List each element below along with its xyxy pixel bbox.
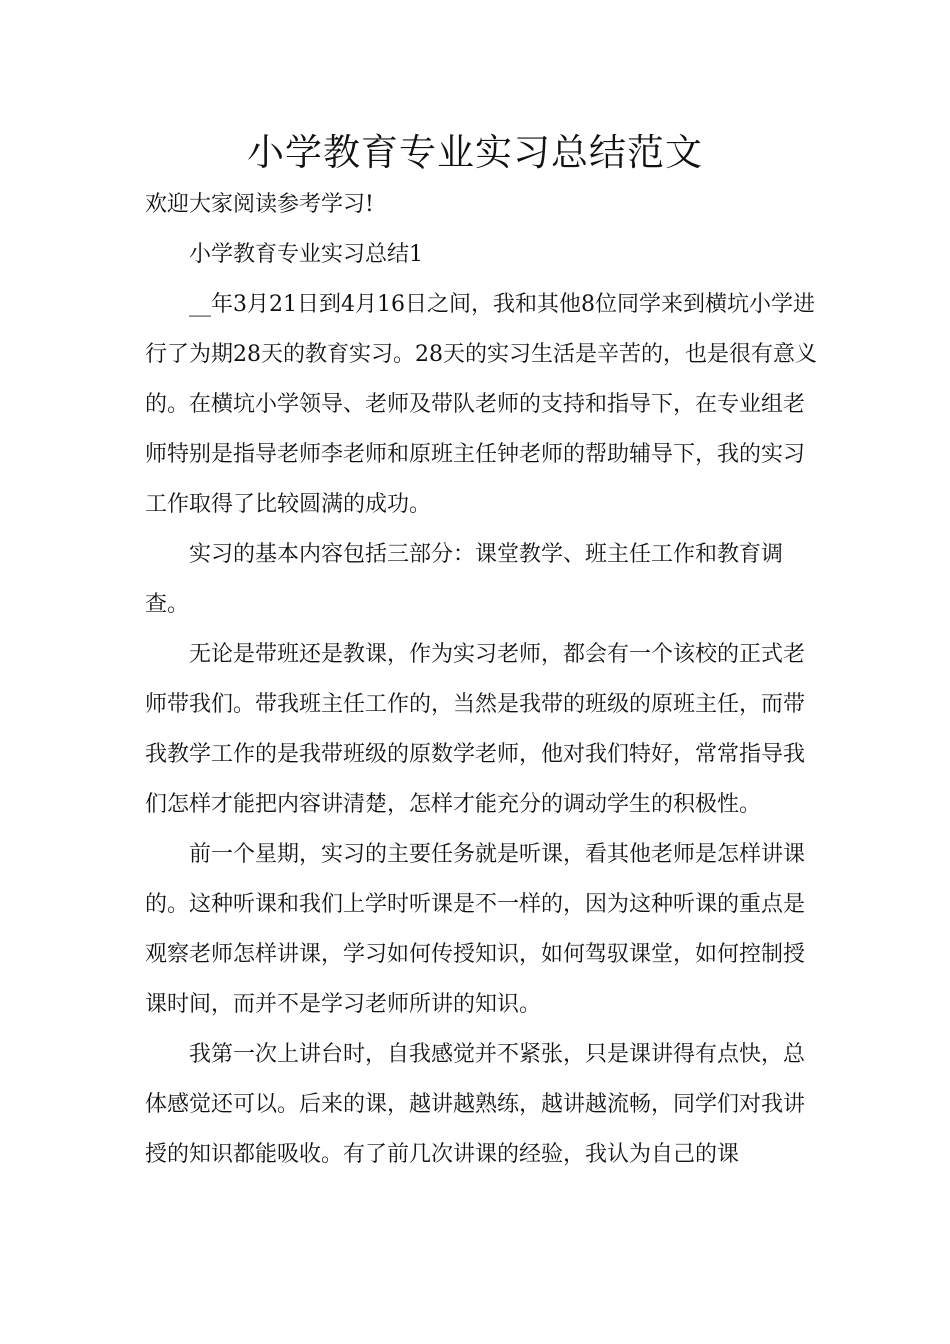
intro-line: 欢迎大家阅读参考学习! — [145, 192, 374, 217]
document-title: 小学教育专业实习总结范文 — [247, 131, 703, 174]
section-heading: 小学教育专业实习总结1 — [189, 242, 423, 267]
document-body — [145, 180, 825, 1180]
paragraph: 无论是带班还是教课，作为实习老师，都会有一个该校的正式老师带我们。带我班主任工作的，当然是我带的班级的原班主任，而带我教学工作的是我带班级的原数学老师，他对我们特好，常常指导我们怎样才能把内容讲清楚，怎样才能充分的调动学生的积极性。 — [145, 642, 806, 817]
paragraph: 实习的基本内容包括三部分：课堂教学、班主任工作和教育调查。 — [145, 542, 784, 617]
paragraph: __年3月21日到4月16日之间，我和其他8位同学来到横坑小学进行了为期28天的教育实习。28天的实习生活是辛苦的，也是很有意义的。在横坑小学领导、老师及带队老师的支持和指导下，在专业组老师特别是指导老师李老师和原班主任钟老师的帮助辅导下，我的实习工作取得了比较圆满的成功。 — [145, 292, 817, 517]
paragraph: 我第一次上讲台时，自我感觉并不紧张，只是课讲得有点快，总体感觉还可以。后来的课，越讲越熟练，越讲越流畅，同学们对我讲授的知识都能吸收。有了前几次讲课的经验，我认为自己的课 — [145, 1042, 806, 1167]
paragraph: 前一个星期，实习的主要任务就是听课，看其他老师是怎样讲课的。这种听课和我们上学时听课是不一样的，因为这种听课的重点是观察老师怎样讲课，学习如何传授知识，如何驾驭课堂，如何控制授课时间，而并不是学习老师所讲的知识。 — [145, 842, 806, 1017]
